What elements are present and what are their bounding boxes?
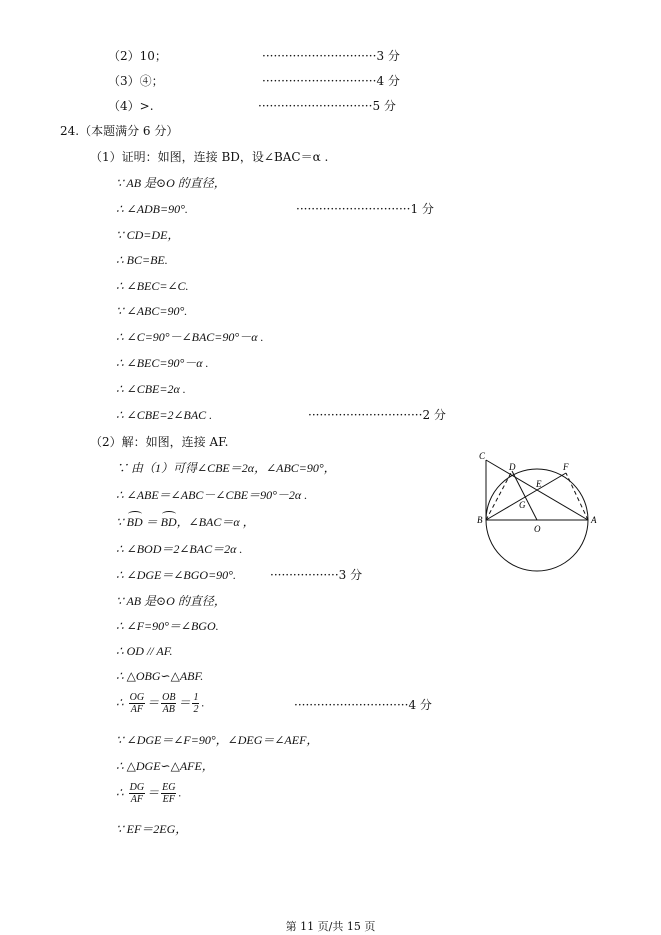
label-a: A	[591, 515, 597, 525]
s1-line-0: ∵ AB 是⊙O 的直径，	[116, 176, 226, 190]
s2-line-7: ∴ OD // AF.	[116, 644, 173, 658]
answer-23-4: （4）>.	[108, 99, 154, 113]
label-f: F	[563, 462, 569, 472]
s1-line-3: ∴ BC=BE.	[116, 253, 168, 267]
s2-line-0: ∵ 由（1）可得∠CBE＝2α，∠ABC=90°，	[116, 461, 336, 475]
label-d: D	[509, 462, 516, 472]
s2-line-13: ∵ EF＝2EG，	[116, 822, 188, 836]
fraction-one-half: $\frac{1}{2}$	[193, 692, 199, 715]
question-24-title: 24.（本题满分 6 分）	[60, 124, 179, 138]
s2-line-3: ∴ ∠BOD＝2∠BAC＝2α .	[116, 542, 243, 556]
dots-23-2: ······························3 分	[262, 49, 400, 63]
answer-23-3: （3）④；	[108, 74, 164, 88]
s1-line-1: ∴ ∠ADB=90°.	[116, 202, 188, 216]
geometry-figure	[470, 448, 605, 573]
sub2-heading: （2）解：如图，连接 AF.	[90, 435, 229, 449]
s2-line-11: ∴ △DGE∽△AFE，	[116, 759, 214, 773]
s1-line-9: ∴ ∠CBE=2∠BAC .	[116, 408, 213, 422]
s2-score-3: ··················3 分	[270, 568, 363, 582]
s2-line-12: ∴ $\frac{DG}{AF}$ ＝ $\frac{EG}{EF}$ .	[116, 782, 182, 805]
arc-bd-2: BD	[160, 515, 177, 529]
score-23-4: 5 分	[372, 99, 396, 113]
page-footer: 第 11 页/共 15 页	[285, 920, 376, 933]
s2-line-1: ∴ ∠ABE＝∠ABC－∠CBE＝90°－2α .	[116, 488, 308, 502]
s2-line-5: ∵ AB 是⊙O 的直径，	[116, 594, 226, 608]
arc-bd-1: BD	[126, 515, 143, 529]
fraction-ob-ab: $\frac{OB}{AB}$	[162, 692, 176, 715]
fraction-dg-af: $\frac{DG}{AF}$	[129, 782, 145, 805]
s1-score-2: ······························2 分	[308, 408, 446, 422]
s2-line-4: ∴ ∠DGE＝∠BGO=90°.	[116, 568, 236, 582]
s2-line-8: ∴ △OBG∽△ABF.	[116, 669, 204, 683]
label-e: E	[536, 479, 542, 489]
score-23-2: 3 分	[376, 49, 400, 63]
fraction-eg-ef: $\frac{EG}{EF}$	[162, 782, 176, 805]
s1-line-2: ∵ CD=DE，	[116, 228, 180, 242]
answer-23-2: （2）10；	[108, 49, 167, 63]
fraction-og-af: $\frac{OG}{AF}$	[129, 692, 145, 715]
segment-od	[512, 471, 537, 520]
s1-line-8: ∴ ∠CBE=2α .	[116, 382, 186, 396]
s2-line-9: ∴ $\frac{OG}{AF}$ ＝ $\frac{OB}{AB}$ ＝ $\frac{1}{2}$ .	[116, 692, 205, 715]
s2-score-4: ······························4 分	[294, 698, 432, 712]
score-23-3: 4 分	[376, 74, 400, 88]
label-g: G	[519, 500, 526, 510]
s1-line-5: ∵ ∠ABC=90°.	[116, 304, 188, 318]
label-o: O	[534, 524, 541, 534]
s2-line-2: ∵ BD ＝ BD，∠BAC＝α ，	[116, 515, 255, 529]
label-c: C	[479, 451, 486, 461]
s1-line-7: ∴ ∠BEC=90°－α .	[116, 356, 209, 370]
s1-line-4: ∴ ∠BEC=∠C.	[116, 279, 189, 293]
dots-23-3: ······························4 分	[262, 74, 400, 88]
segment-bf	[486, 473, 566, 520]
s1-line-6: ∴ ∠C=90°－∠BAC=90°－α .	[116, 330, 264, 344]
dots-23-4: ······························5 分	[258, 99, 396, 113]
s1-score-1: ······························1 分	[296, 202, 434, 216]
s2-line-6: ∴ ∠F=90°＝∠BGO.	[116, 619, 219, 633]
label-b: B	[477, 515, 483, 525]
sub1-heading: （1）证明：如图，连接 BD，设∠BAC＝α .	[90, 150, 329, 164]
s2-line-10: ∵ ∠DGE＝∠F=90°，∠DEG＝∠AEF，	[116, 733, 319, 747]
